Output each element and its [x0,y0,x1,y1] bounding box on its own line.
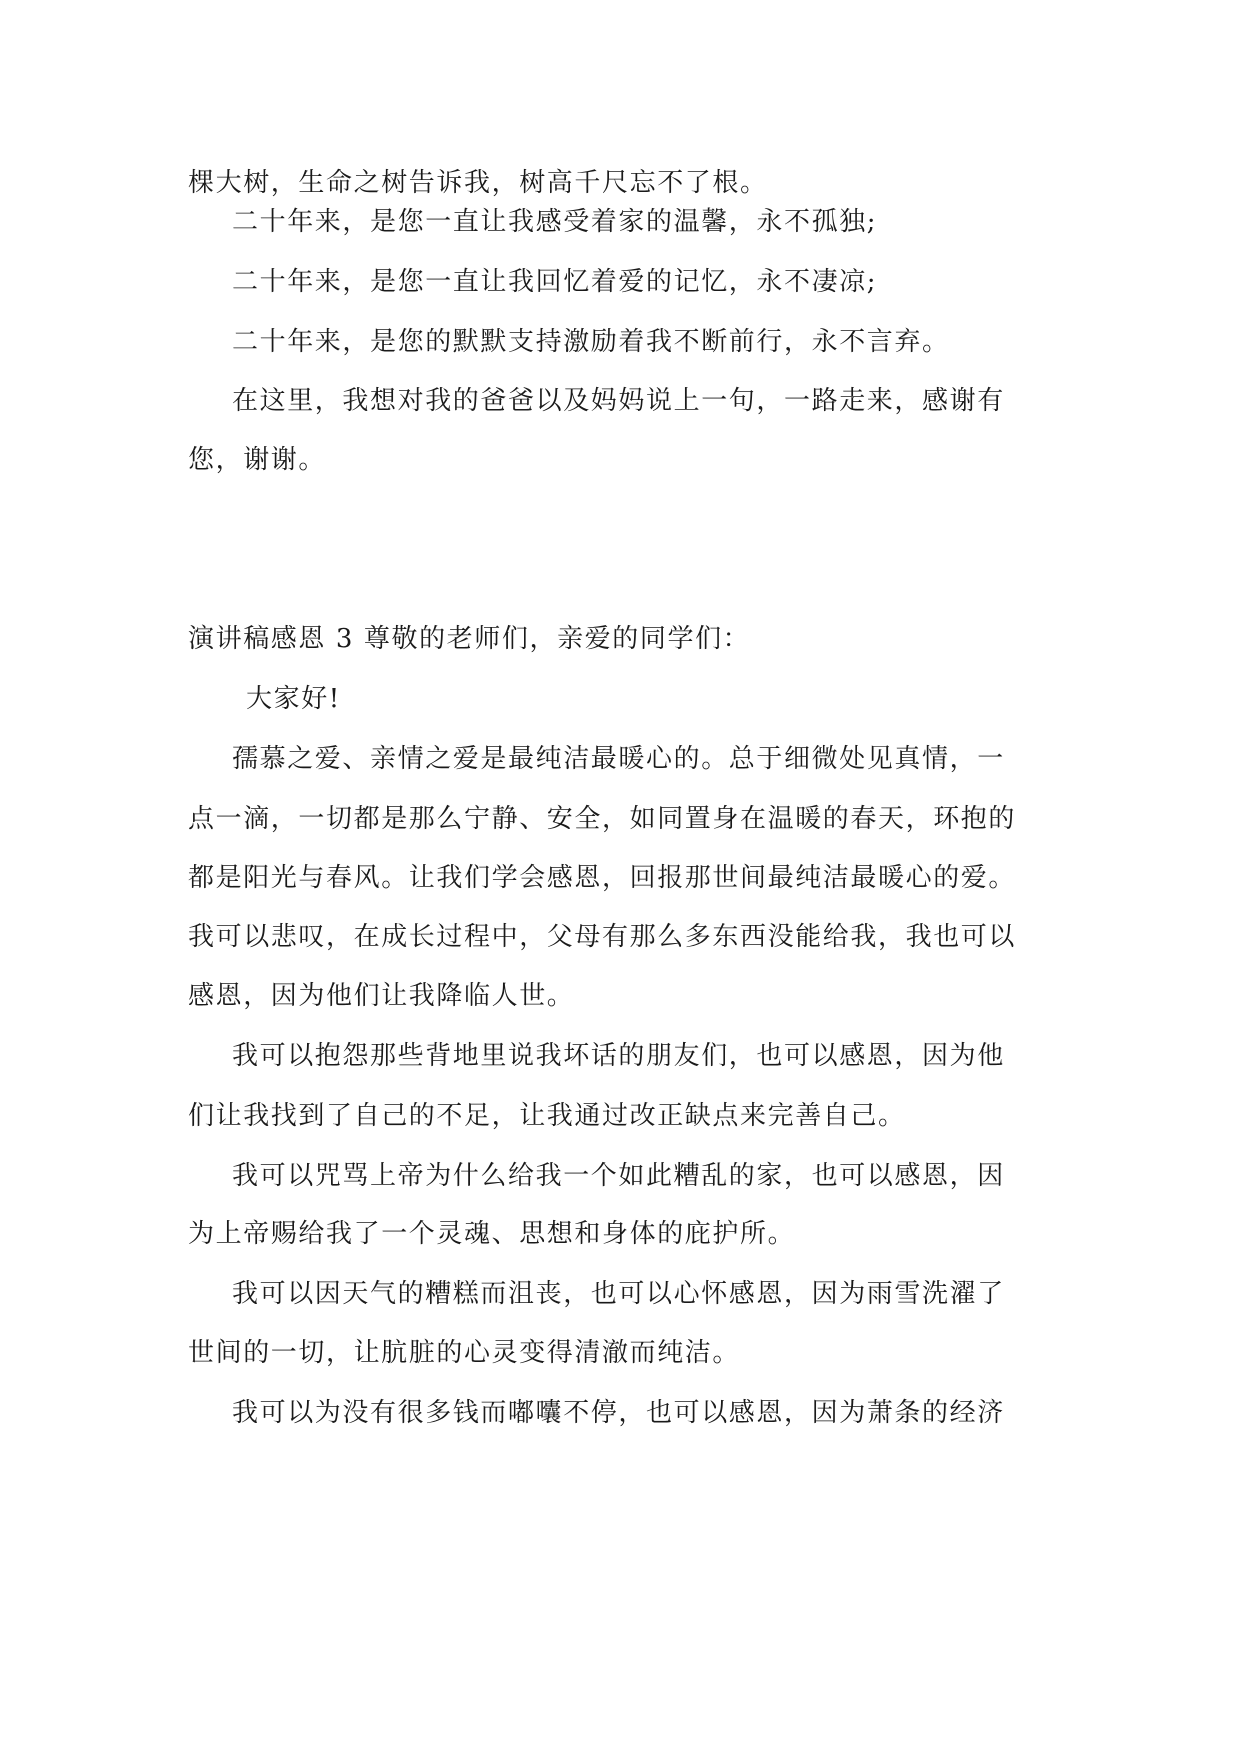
text-line: 们让我找到了自己的不足，让我通过改正缺点来完善自己。 [188,1101,906,1131]
text-line: 我可以悲叹，在成长过程中，父母有那么多东西没能给我，我也可以 [188,922,1017,952]
text-line: 二十年来，是您的默默支持激励着我不断前行，永不言弃。 [232,327,950,357]
text-line: 在这里，我想对我的爸爸以及妈妈说上一句，一路走来，感谢有 [232,386,1005,416]
text-line: 孺慕之爱、亲情之爱是最纯洁最暖心的。总于细微处见真情，一 [232,744,1005,774]
section-heading: 演讲稿感恩 3 尊敬的老师们，亲爱的同学们： [188,624,751,654]
text-line: 感恩，因为他们让我降临人世。 [188,981,575,1011]
text-line: 我可以为没有很多钱而嘟囔不停，也可以感恩，因为萧条的经济 [232,1398,1005,1428]
text-line: 为上帝赐给我了一个灵魂、思想和身体的庇护所。 [188,1219,796,1249]
text-line: 二十年来，是您一直让我回忆着爱的记忆，永不凄凉; [232,267,878,297]
text-line: 您，谢谢。 [188,445,327,475]
text-line: 我可以咒骂上帝为什么给我一个如此糟乱的家，也可以感恩，因 [232,1161,1005,1191]
text-line: 我可以抱怨那些背地里说我坏话的朋友们，也可以感恩，因为他 [232,1041,1005,1071]
text-line: 二十年来，是您一直让我感受着家的温馨，永不孤独; [232,207,878,237]
text-line: 棵大树，生命之树告诉我，树高千尺忘不了根。 [188,168,768,198]
text-line: 世间的一切，让肮脏的心灵变得清澈而纯洁。 [188,1338,741,1368]
text-line: 都是阳光与春风。让我们学会感恩，回报那世间最纯洁最暖心的爱。 [188,863,1017,893]
text-line: 点一滴，一切都是那么宁静、安全，如同置身在温暖的春天，环抱的 [188,804,1017,834]
greeting: 大家好! [246,684,341,714]
text-line: 我可以因天气的糟糕而沮丧，也可以心怀感恩，因为雨雪洗濯了 [232,1279,1005,1309]
